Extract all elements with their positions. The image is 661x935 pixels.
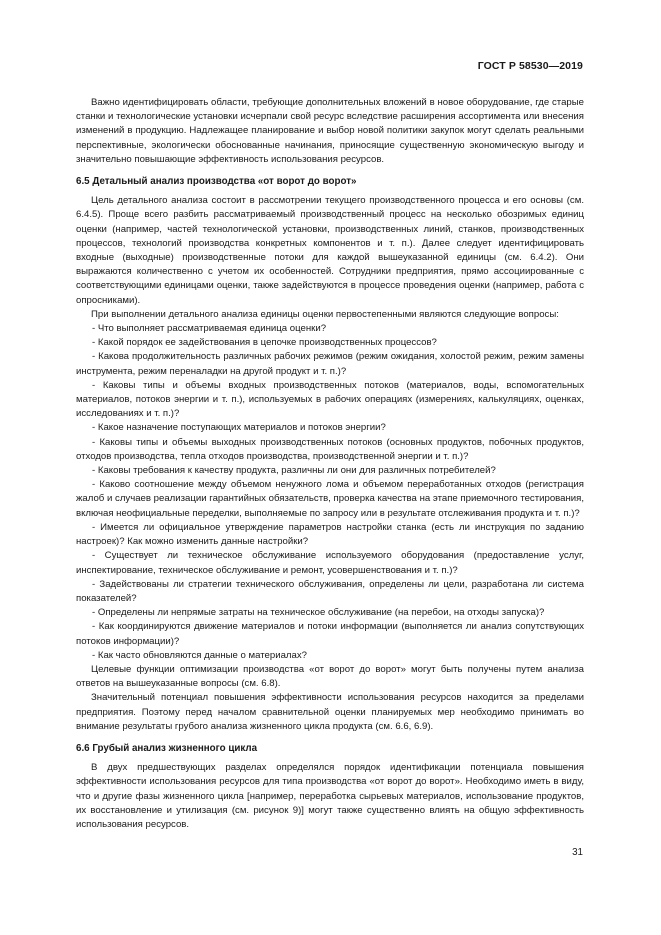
standard-header: ГОСТ Р 58530—2019 — [477, 60, 583, 72]
list-item: - Какое назначение поступающих материалов и потоков энергии? — [92, 422, 386, 434]
section-6-5-paragraph-2: При выполнении детального анализа единицы оценки первостепенными являются следующие вопросы: — [91, 308, 559, 320]
list-item: - Какова продолжительность различных рабочих режимов (режим ожидания, холостой режим, режим замены инструмента, режим переналадки на другой продукт и т. п.)? — [76, 351, 584, 377]
list-item: - Что выполняет рассматриваемая единица оценки? — [92, 323, 327, 335]
list-item: - Каковы типы и объемы входных производственных потоков (материалов, воды, вспомогательных материалов, потоков энергии и т. п.), используемых в рабочих операциях (измерениях, калькуляциях, оценках, исследованиях и т. п.)? — [76, 379, 584, 420]
list-item: - Существует ли техническое обслуживание используемого оборудования (предоставление услуг, инспектирование, техническое обслуживание и ремонт, усовершенствования и т. п.)? — [76, 550, 584, 576]
list-item: - Какой порядок ее задействования в цепочке производственных процессов? — [92, 337, 437, 349]
list-item: - Имеется ли официальное утверждение параметров настройки станка (есть ли инструкция по заданию настроек)? Как можно изменить данные настройки? — [76, 521, 584, 548]
section-6-5-heading: 6.5 Детальный анализ производства «от ворот до ворот» — [76, 176, 357, 188]
list-item: - Задействованы ли стратегии технического обслуживания, определены ли цели, разработана ли система показателей? — [76, 578, 584, 604]
intro-paragraph: Важно идентифицировать области, требующие дополнительных вложений в новое оборудование, где старые станки и технологические установки исчерпали свой ресурс вследствие расширения ассортимента или внесения изменений в продукцию. Надлежащее планирование и выбор новой политики закупок могут сделать реальными перспективные, экологически обоснованные начинания, приносящие существенную экономическую выгоду и значительно повышающие эффективность использования ресурсов. — [76, 97, 584, 165]
list-item: - Каковы требования к качеству продукта, различны ли они для различных потребителей? — [92, 465, 496, 477]
list-item: - Каково соотношение между объемом ненужного лома и объемом переработанных отходов (регистрация жалоб и случаев реализации гарантийных обязательств, проверка качества на этапе приемочного тестирования, включая неофициальные переделки, выполняемые по запросу или в результате отслеживания продукта и т. п.)? — [76, 479, 584, 519]
section-6-5-paragraph-1: Цель детального анализа состоит в рассмотрении текущего производственного процесса и его основы (см. 6.4.5). Проще всего разбить рассматриваемый производственный процесс на несколько обозримых единиц оценки (например, частей технологической установки, производственных линий, станков, производственных процессов, технологий производства конкретных компонентов и т. п.). Далее следует идентифицировать входные (выходные) производственные потоки для каждой вышеуказанной единицы (см. 6.4.2). Они выражаются количественно с учетом их особенностей. Сотрудники предприятия, прямо ассоциированные с соответствующими единицами оценки, также задействуются в процессе проведения оценки (например, работа с опросниками). — [76, 195, 584, 306]
section-6-6-heading: 6.6 Грубый анализ жизненного цикла — [76, 742, 258, 754]
document-body — [76, 96, 584, 832]
section-6-6-paragraph-1: В двух предшествующих разделах определялся порядок идентификации потенциала повышения эффективности использования ресурсов для типа производства «от ворот до ворот». Необходимо иметь в виду, что и другие фазы жизненного цикла [например, переработка сырьевых материалов, использование продуктов, их восстановление и утилизация (см. рисунок 9)] могут также существенно влиять на общую эффективность использования ресурсов. — [76, 762, 584, 830]
list-item: - Каковы типы и объемы выходных производственных потоков (основных продуктов, побочных продуктов, отходов производства, тепла отходов производства, производственной энергии и т. п.)? — [76, 436, 584, 462]
list-item: - Как координируются движение материалов и потоки информации (выполняется ли анализ сопутствующих потоков информации)? — [76, 621, 584, 647]
list-item: - Как часто обновляются данные о материалах? — [92, 649, 307, 661]
section-6-5-paragraph-3: Целевые функции оптимизации производства «от ворот до ворот» могут быть получены путем анализа ответов на вышеуказанные вопросы (см. 6.8). — [76, 663, 584, 690]
section-6-5-paragraph-4: Значительный потенциал повышения эффективности использования ресурсов находится за пределами предприятия. Поэтому перед началом сравнительной оценки планируемых мер необходимо принимать во внимание результаты грубого анализа жизненного цикла продукта (см. 6.6, 6.9). — [76, 692, 584, 732]
question-list — [76, 322, 584, 663]
page-number: 31 — [572, 847, 583, 858]
list-item: - Определены ли непрямые затраты на техническое обслуживание (на перебои, на отходы запуска)? — [92, 607, 545, 619]
